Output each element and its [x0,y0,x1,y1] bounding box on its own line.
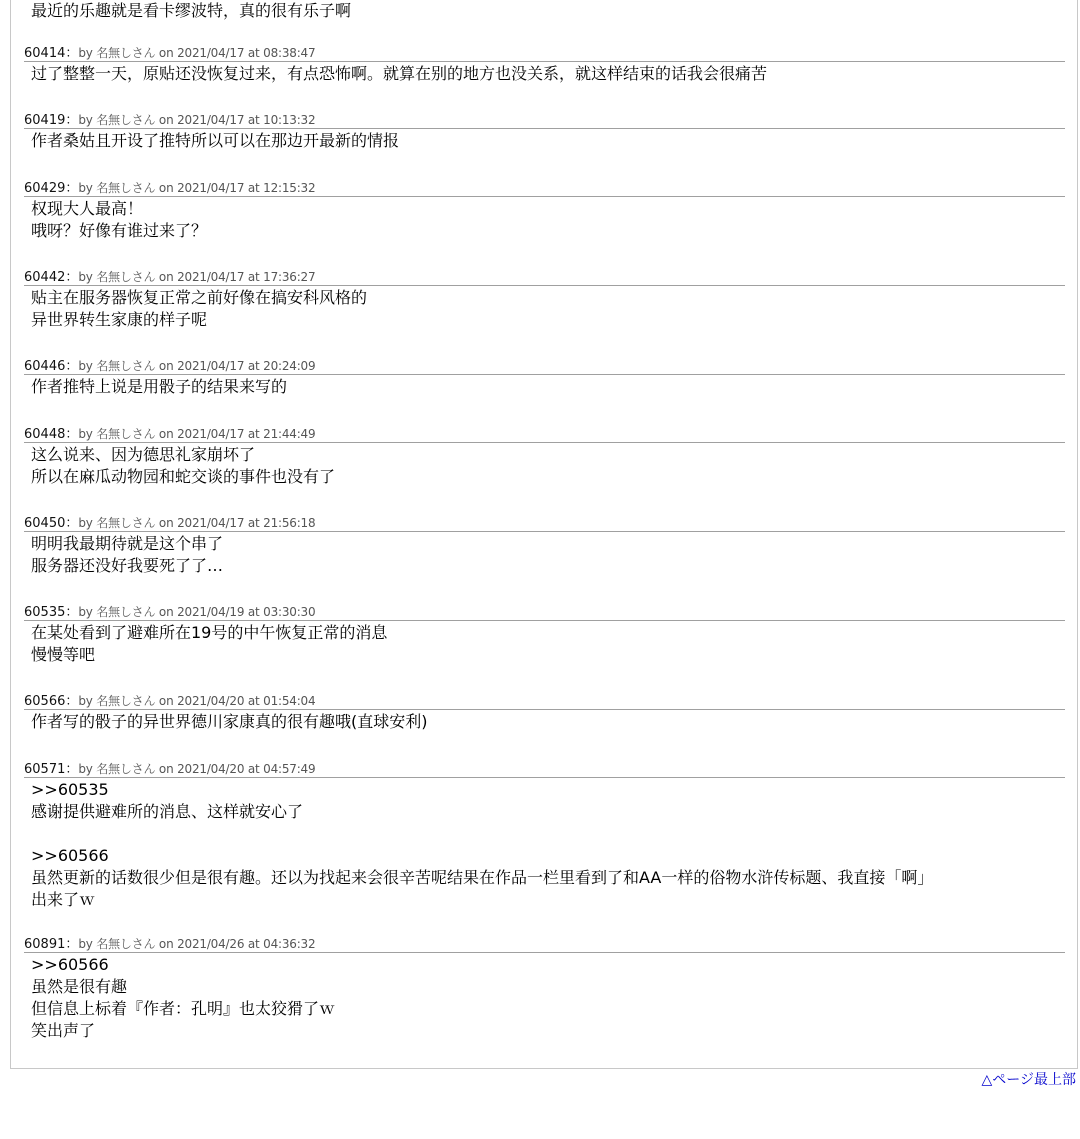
post-line: 这么说来、因为德思礼家崩坏了 [31,445,256,464]
post-line: >>60535 [31,780,109,799]
post [24,693,1065,733]
post-meta: by 名無しさん on 2021/04/17 at 17:36:27 [78,270,316,284]
post-line: 所以在麻瓜动物园和蛇交谈的事件也没有了 [31,467,336,486]
post-body-intro: 最近的乐趣就是看卡缪波特，真的很有乐子啊 [31,1,352,20]
post-body [24,63,1065,85]
post-header [24,358,1065,375]
post-number: 60450 [24,516,66,531]
post-line: 虽然更新的话数很少但是很有趣。还以为找起来会很辛苦呢结果在作品一栏里看到了和AA一样的俗物水浒传标题、我直接「啊」 [31,868,934,887]
post [24,515,1065,577]
post [24,761,1065,911]
post-header [24,45,1065,62]
post-number-separator: ： [65,359,79,374]
post [24,180,1065,242]
post-line: 出来了ｗ [31,890,96,909]
post-header [24,936,1065,953]
post-number: 60571 [24,762,66,777]
post-number-separator: ： [65,270,79,285]
post-body [24,376,1065,398]
post-line: 作者写的骰子的异世界德川家康真的很有趣哦(直球安利) [31,712,428,731]
post-number-separator: ： [65,762,79,777]
post-line: 慢慢等吧 [31,645,96,664]
post-line: 作者推特上说是用骰子的结果来写的 [31,377,288,396]
post [24,604,1065,666]
post-header [24,112,1065,129]
post-meta: by 名無しさん on 2021/04/20 at 01:54:04 [78,694,316,708]
post-number-separator: ： [65,937,79,952]
post-body [24,954,1065,1042]
post [24,358,1065,398]
post-number: 60535 [24,605,66,620]
post-meta: by 名無しさん on 2021/04/17 at 20:24:09 [78,359,316,373]
post-body [24,779,1065,911]
post-number-separator: ： [65,605,79,620]
post-line: 作者桑姑且开设了推特所以可以在那边开最新的情报 [31,131,400,150]
post-meta: by 名無しさん on 2021/04/17 at 12:15:32 [78,181,316,195]
post-header [24,604,1065,621]
post [24,45,1065,85]
post-number: 60419 [24,113,66,128]
post-number: 60442 [24,270,66,285]
post-body [24,711,1065,733]
post-number: 60891 [24,937,66,952]
post-meta: by 名無しさん on 2021/04/26 at 04:36:32 [78,937,316,951]
post-line: 服务器还没好我要死了了… [31,556,224,575]
post-line: >>60566 [31,846,109,865]
post-number: 60448 [24,427,66,442]
post-meta: by 名無しさん on 2021/04/17 at 08:38:47 [78,46,316,60]
post-line: >>60566 [31,955,109,974]
post-line: 哦呀？好像有谁过来了？ [31,221,208,240]
post-meta: by 名無しさん on 2021/04/17 at 21:44:49 [78,427,316,441]
post-body [24,287,1065,331]
post-line: 虽然是很有趣 [31,977,128,996]
post-line: 权现大人最高！ [31,199,144,218]
post-header [24,761,1065,778]
post-line: 感谢提供避难所的消息、这样就安心了 [31,802,304,821]
post-body [24,533,1065,577]
post-line: 过了整整一天，原贴还没恢复过来，有点恐怖啊。就算在别的地方也没关系，就这样结束的话我会很痛苦 [31,64,768,83]
post-meta: by 名無しさん on 2021/04/17 at 21:56:18 [78,516,316,530]
post-body [24,130,1065,152]
post-number: 60566 [24,694,66,709]
post-line: 异世界转生家康的样子呢 [31,310,208,329]
post-line: 明明我最期待就是这个串了 [31,534,224,553]
post-body [24,622,1065,666]
post-number-separator: ： [65,694,79,709]
post [24,269,1065,331]
post-number-separator: ： [65,113,79,128]
post-line: 但信息上标着『作者：孔明』也太狡猾了ｗ [31,999,336,1018]
post-header [24,515,1065,532]
post-number-separator: ： [65,181,79,196]
post [24,426,1065,488]
post-line [31,823,1065,845]
post-number-separator: ： [65,46,79,61]
post-number-separator: ： [65,427,79,442]
post-header [24,693,1065,710]
post-line: 在某处看到了避难所在19号的中午恢复正常的消息 [31,623,388,642]
page-top-link[interactable]: △ページ最上部 [981,1072,1076,1088]
post-body [24,198,1065,242]
post-meta: by 名無しさん on 2021/04/19 at 03:30:30 [78,605,316,619]
post-body [24,444,1065,488]
post-line: 贴主在服务器恢复正常之前好像在搞安科风格的 [31,288,368,307]
post-line: 笑出声了 [31,1021,96,1040]
post-header [24,426,1065,443]
post-header [24,180,1065,197]
post-meta: by 名無しさん on 2021/04/20 at 04:57:49 [78,762,316,776]
post-header [24,269,1065,286]
post-number: 60414 [24,46,66,61]
post [24,936,1065,1042]
post-meta: by 名無しさん on 2021/04/17 at 10:13:32 [78,113,316,127]
post-number-separator: ： [65,516,79,531]
post [24,112,1065,152]
post-number: 60446 [24,359,66,374]
post-number: 60429 [24,181,66,196]
